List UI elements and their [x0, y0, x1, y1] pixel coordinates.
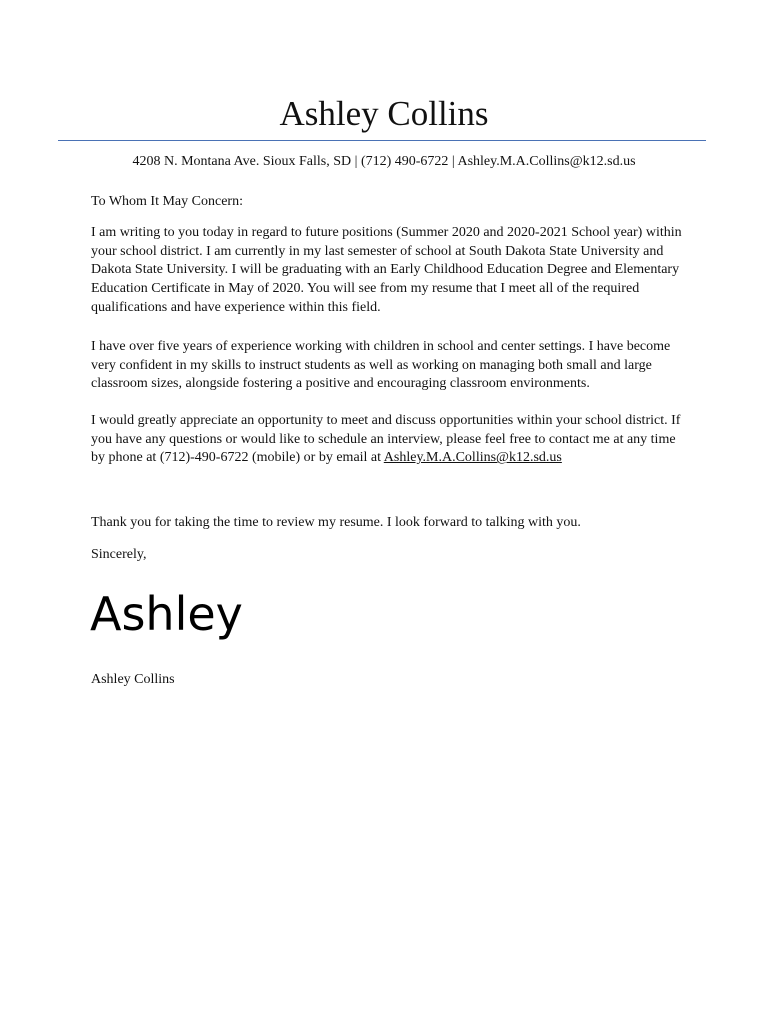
paragraph-contact: [91, 412, 691, 468]
closing-line: Sincerely,: [91, 547, 147, 562]
printed-name: Ashley Collins: [91, 672, 175, 687]
email-link[interactable]: Ashley.M.A.Collins@k12.sd.us: [383, 450, 562, 466]
paragraph-intro: I am writing to you today in regard to future positions (Summer 2020 and 2020-2021 School year) within your school district. I am currently in my last semester of school at South Dakota State University and Dakota State University. I will be graduating with an Early Childhood Education Degree and Elementary Education Certificate in May of 2020. You will see from my resume that I meet all of the required qualifications and have experience within this field.: [91, 225, 682, 315]
signature: Ashley: [90, 587, 243, 641]
thanks-line: Thank you for taking the time to review my resume. I look forward to talking with you.: [91, 515, 581, 530]
paragraph-experience: I have over five years of experience working with children in school and center settings. I have become very confident in my skills to instruct students as well as working on managing both small and large classroom sizes, alongside fostering a positive and encouraging classroom environments.: [91, 339, 671, 392]
contact-info: 4208 N. Montana Ave. Sioux Falls, SD | (712) 490-6722 | Ashley.M.A.Collins@k12.sd.us: [132, 154, 636, 169]
paragraph-contact-text: I would greatly appreciate an opportunity to meet and discuss opportunities within your school district. If you have any questions or would like to schedule an interview, please feel free to contact me at any time by phone at (712)-490-6722 (mobile) or by email at: [91, 413, 681, 466]
salutation: To Whom It May Concern:: [91, 194, 243, 209]
header-divider: [58, 140, 706, 141]
letter-header-name: Ashley Collins: [279, 94, 489, 133]
